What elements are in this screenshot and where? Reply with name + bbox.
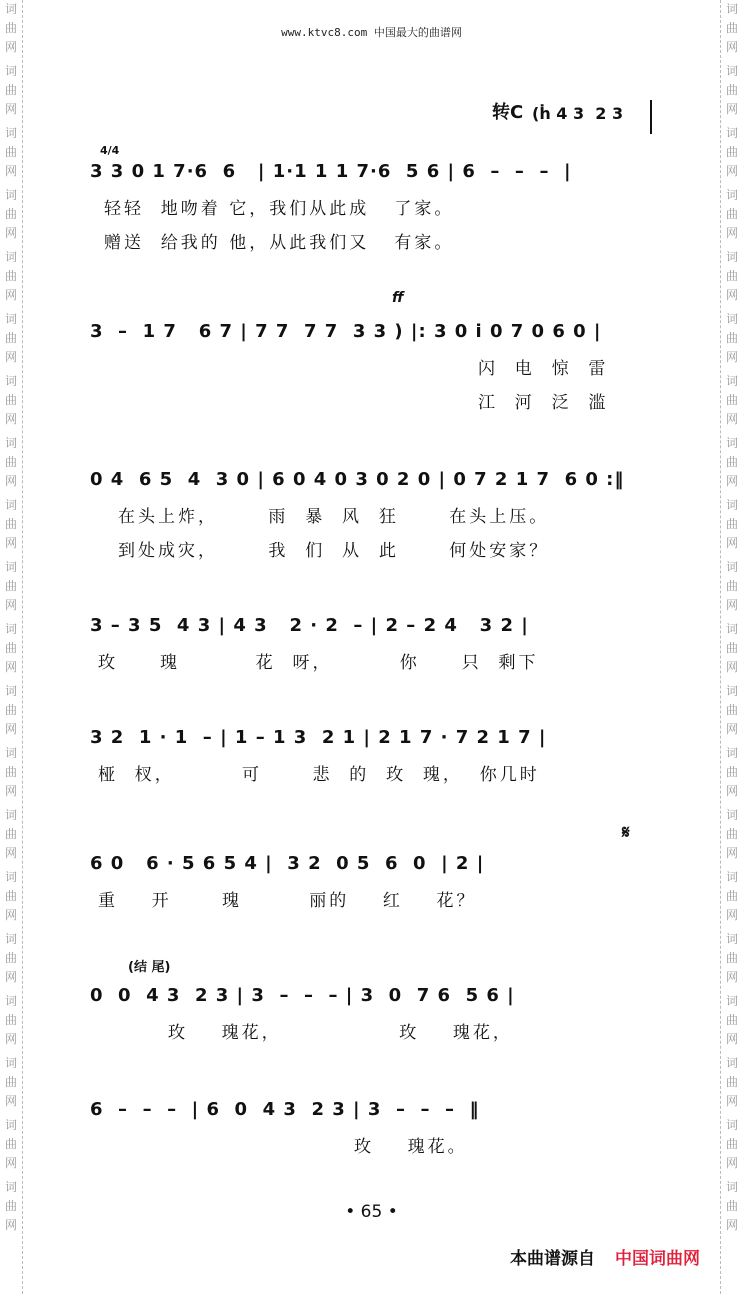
score-line-6: [90, 852, 650, 912]
key-change-label: 转C: [492, 102, 524, 123]
watermark-text: 词 曲 网: [4, 498, 17, 550]
source-prefix: 本曲谱源自: [510, 1249, 595, 1269]
watermark-text: 词 曲 网: [4, 2, 17, 54]
key-change-notes: (ḣ 4 3 2 3: [532, 104, 624, 123]
watermark-text: 词 曲 网: [725, 1118, 738, 1170]
notation: 3 – 1 7 6 7 | 7 7 7 7 3 3 ) |: 3 0 i 0 7 0 6 0 |: [90, 321, 602, 342]
watermark-text: 词 曲 网: [725, 808, 738, 860]
lyric-verse-2: 赠送 给我的 他，从此我们又 有家。: [104, 233, 455, 253]
watermark-text: 词 曲 网: [4, 64, 17, 116]
watermark-text: 词 曲 网: [725, 188, 738, 240]
notation: 0 4 6 5 4 3 0 | 6 0 4 0 3 0 2 0 | 0 7 2 1 7 6 0 :‖: [90, 469, 625, 490]
watermark-text: 词 曲 网: [725, 250, 738, 302]
notation: 3 – 3 5 4 3 | 4 3 2 · 2 – | 2 – 2 4 3 2 |: [90, 615, 529, 636]
lyric-verse-1: 玫 瑰花， 玫 瑰花，: [168, 1023, 513, 1043]
watermark-text: 词 曲 网: [4, 188, 17, 240]
score-line-3: [90, 468, 650, 562]
lyric-verse-1: 轻轻 地吻着 它，我们从此成 了家。: [104, 199, 455, 219]
watermark-text: 词 曲 网: [725, 746, 738, 798]
score-line-2: [90, 320, 650, 414]
watermark-text: 词 曲 网: [4, 560, 17, 612]
watermark-text: 词 曲 网: [725, 64, 738, 116]
watermark-text: 词 曲 网: [725, 1180, 738, 1232]
watermark-text: 词 曲 网: [4, 870, 17, 922]
lyric-verse-1: 在头上炸， 雨 暴 风 狂 在头上压。: [118, 507, 550, 527]
score-line-5: [90, 726, 650, 786]
source-credit: [510, 1244, 700, 1269]
watermark-text: 词 曲 网: [725, 622, 738, 674]
notation: 3 2 1 · 1 – | 1 – 1 3 2 1 | 2 1 7 · 7 2 1 7 |: [90, 727, 547, 748]
lyric-verse-1: 玫 瑰 花 呀， 你 只 剩下: [98, 653, 539, 673]
watermark-text: 词 曲 网: [4, 1118, 17, 1170]
watermark-text: 词 曲 网: [4, 746, 17, 798]
lyric-verse-1: 玫 瑰花。: [354, 1137, 468, 1157]
barline: [650, 100, 652, 134]
watermark-text: 词 曲 网: [725, 126, 738, 178]
watermark-text: 词 曲 网: [4, 250, 17, 302]
watermark-text: 词 曲 网: [725, 2, 738, 54]
watermark-text: 词 曲 网: [725, 436, 738, 488]
watermark-text: 词 曲 网: [4, 932, 17, 984]
watermark-text: 词 曲 网: [4, 808, 17, 860]
watermark-text: 词 曲 网: [725, 498, 738, 550]
score-line-7: [90, 984, 650, 1044]
watermark-text: 词 曲 网: [725, 932, 738, 984]
watermark-text: 词 曲 网: [4, 994, 17, 1046]
watermark-text: 词 曲 网: [725, 1056, 738, 1108]
watermark-text: 词 曲 网: [725, 374, 738, 426]
watermark-text: 词 曲 网: [725, 560, 738, 612]
watermark-text: 词 曲 网: [725, 684, 738, 736]
source-site-link[interactable]: 中国词曲网: [615, 1249, 700, 1269]
time-signature: 4/4: [100, 144, 120, 157]
watermark-text: 词 曲 网: [725, 994, 738, 1046]
lyric-verse-2: 到处成灾， 我 们 从 此 何处安家？: [118, 541, 550, 561]
watermark-text: 词 曲 网: [725, 312, 738, 364]
notation: 6 – – – | 6 0 4 3 2 3 | 3 – – – ‖: [90, 1099, 480, 1120]
ending-label: (结 尾): [128, 960, 171, 975]
page-number: • 65 •: [345, 1202, 398, 1222]
watermark-text: 词 曲 网: [4, 1056, 17, 1108]
lyric-verse-1: 重 开 瑰 丽的 红 花？: [98, 891, 477, 911]
watermark-text: 词 曲 网: [725, 870, 738, 922]
watermark-text: 词 曲 网: [4, 312, 17, 364]
lyric-verse-1: 闪 电 惊 雷: [478, 359, 609, 379]
notation: 6 0 6 · 5 6 5 4 | 3 2 0 5 6 0 | 2 |: [90, 853, 485, 874]
watermark-text: 词 曲 网: [4, 436, 17, 488]
left-watermark-strip: [0, 0, 23, 1294]
watermark-text: 词 曲 网: [4, 374, 17, 426]
notation: 0 0 4 3 2 3 | 3 – – – | 3 0 7 6 5 6 |: [90, 985, 515, 1006]
watermark-text: 词 曲 网: [4, 126, 17, 178]
score-line-8: [90, 1098, 650, 1158]
notation: 3 3 0 1 7·6 6 | 1·1 1 1 7·6 5 6 | 6 – – – |: [90, 161, 572, 182]
watermark-text: 词 曲 网: [4, 622, 17, 674]
watermark-text: 词 曲 网: [4, 1180, 17, 1232]
segno-sign: 𝄋: [622, 822, 630, 843]
site-header: www.ktvc8.com 中国最大的曲谱网: [281, 26, 462, 39]
lyric-verse-1: 桠 杈， 可 悲 的 玫 瑰， 你几时: [98, 765, 540, 785]
score-line-4: [90, 614, 650, 674]
lyric-verse-2: 江 河 泛 滥: [478, 393, 609, 413]
right-watermark-strip: [720, 0, 743, 1294]
score-line-1: [90, 160, 650, 254]
dynamic-marking: ff: [392, 290, 404, 306]
watermark-text: 词 曲 网: [4, 684, 17, 736]
